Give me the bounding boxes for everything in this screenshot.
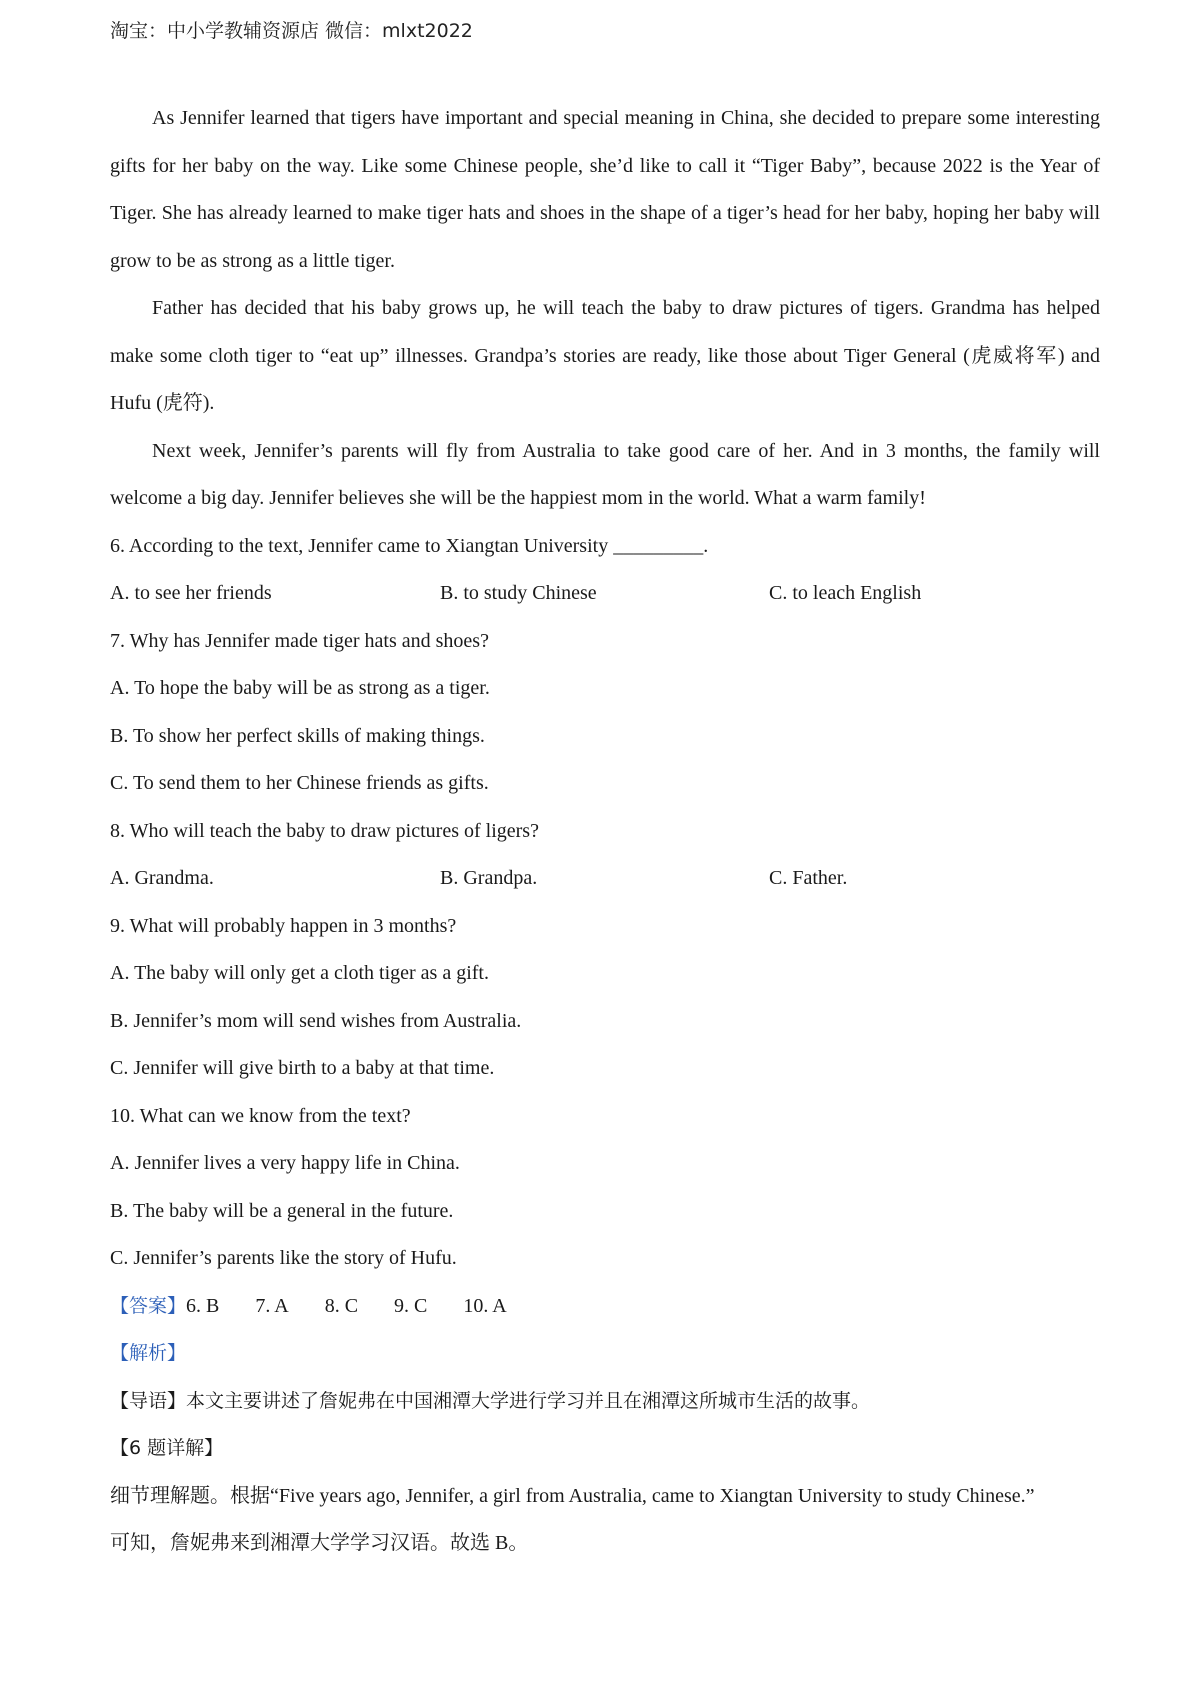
analysis-intro: 【导语】本文主要讲述了詹妮弗在中国湘潭大学进行学习并且在湘潭这所城市生活的故事。: [110, 1389, 871, 1412]
question-9-option-c: C. Jennifer will give birth to a baby at that time.: [110, 1057, 495, 1079]
question-10-option-c: C. Jennifer’s parents like the story of Hufu.: [110, 1247, 457, 1269]
question-9-stem: 9. What will probably happen in 3 months?: [110, 914, 457, 937]
answer-item-6: 6. B: [186, 1294, 220, 1317]
question-7-option-c: C. To send them to her Chinese friends as gifts.: [110, 772, 489, 794]
answer-item-9: 9. C: [394, 1294, 428, 1317]
question-8-option-b: B. Grandpa.: [440, 867, 538, 889]
question-7-option-a: A. To hope the baby will be as strong as a tiger.: [110, 677, 490, 699]
page-header: 淘宝：中小学教辅资源店 微信：mlxt2022: [110, 20, 473, 42]
question-6-option-c: C. to leach English: [769, 582, 922, 604]
analysis-detail-label: 【6 题详解】: [110, 1437, 224, 1459]
answer-line: [110, 1283, 1100, 1331]
question-9-option-b: B. Jennifer’s mom will send wishes from Australia.: [110, 1009, 522, 1032]
passage-paragraph-1: As Jennifer learned that tigers have important and special meaning in China, she decided to prepare some interesting gifts for her baby on the way. Like some Chinese people, she’d like to call it “Tiger Baby”, because 2022 is the Year of Tiger. She has already learned to make tiger hats and shoes in the shape of a tiger’s head for her baby, hoping her baby will grow to be as strong as a little tiger.: [110, 107, 1100, 272]
question-10-option-a: A. Jennifer lives a very happy life in China.: [110, 1152, 460, 1174]
question-10-option-b: B. The baby will be a general in the future.: [110, 1199, 454, 1222]
question-10-stem: 10. What can we know from the text?: [110, 1104, 411, 1127]
analysis-label: 【解析】: [110, 1342, 187, 1364]
answer-item-7: 7. A: [255, 1294, 289, 1317]
question-9-option-a: A. The baby will only get a cloth tiger as a gift.: [110, 962, 489, 984]
question-7-stem: 7. Why has Jennifer made tiger hats and shoes?: [110, 629, 489, 652]
answer-label: 【答案】: [110, 1294, 187, 1317]
question-8-option-a: A. Grandma.: [110, 867, 214, 889]
analysis-detail-text-1: 细节理解题。根据“Five years ago, Jennifer, a girl from Australia, came to Xiangtan University to study Chinese.”: [110, 1484, 1035, 1507]
question-6-options: [110, 570, 1100, 618]
question-6-stem: 6. According to the text, Jennifer came to Xiangtan University _________.: [110, 534, 709, 557]
answer-item-10: 10. A: [463, 1294, 507, 1317]
question-8-stem: 8. Who will teach the baby to draw pictures of ligers?: [110, 819, 539, 842]
question-8-option-c: C. Father.: [769, 867, 848, 889]
question-6-option-b: B. to study Chinese: [440, 582, 597, 604]
question-6-option-a: A. to see her friends: [110, 582, 272, 604]
analysis-detail-text-2: 可知，詹妮弗来到湘潭大学学习汉语。故选 B。: [110, 1532, 529, 1554]
question-7-option-b: B. To show her perfect skills of making things.: [110, 724, 485, 747]
answer-item-8: 8. C: [324, 1294, 359, 1317]
document-body: [110, 95, 1100, 1568]
passage-paragraph-3: Next week, Jennifer’s parents will fly from Australia to take good care of her. And in 3 months, the family will welcome a big day. Jennifer believes she will be the happiest mom in the world. What a warm family!: [110, 439, 1100, 509]
passage-paragraph-2: Father has decided that his baby grows up, he will teach the baby to draw pictures of tigers. Grandma has helped make some cloth tiger to “eat up” illnesses. Grandpa’s stories are ready, like those about Tiger General (虎威将军) and Hufu (虎符).: [110, 297, 1100, 414]
question-8-options: [110, 855, 1100, 903]
